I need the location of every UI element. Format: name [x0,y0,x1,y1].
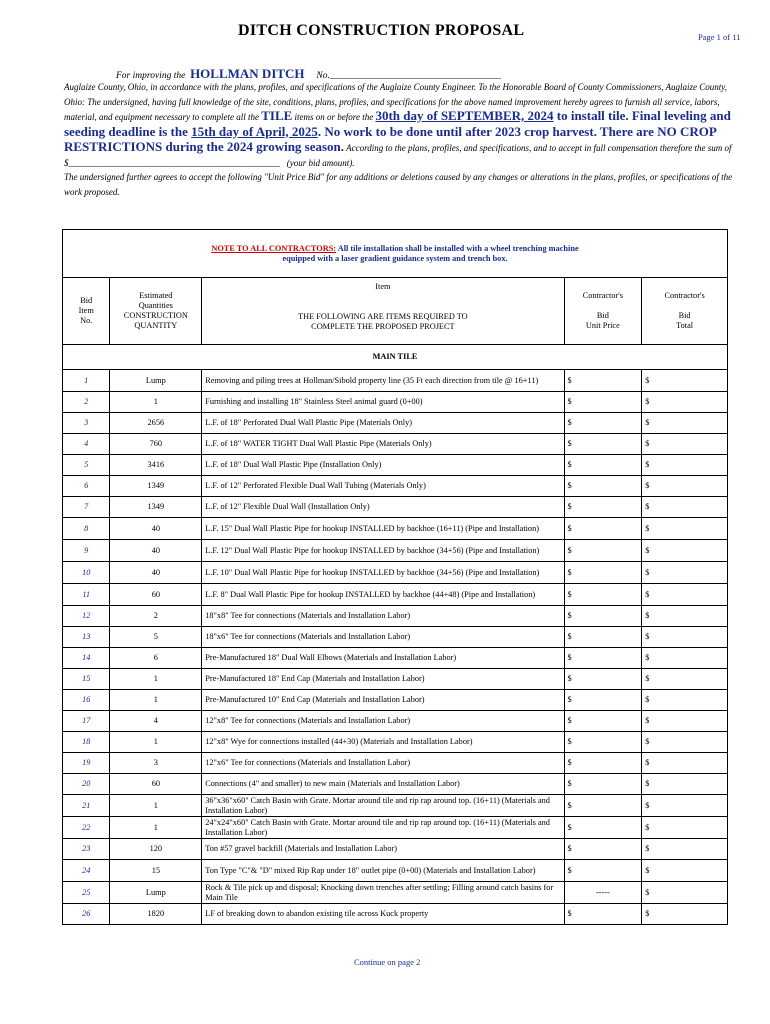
bid-item-number: 25 [63,882,110,904]
section-title: MAIN TILE [63,345,728,370]
bid-item-number: 7 [63,497,110,518]
total-cell[interactable]: $ [642,518,728,540]
table-row [63,648,728,669]
total-cell[interactable]: $ [642,882,728,904]
total-cell[interactable]: $ [642,455,728,476]
contractor-note-row [63,230,728,278]
bid-item-number: 21 [63,795,110,817]
quantity-cell: 1349 [110,476,202,497]
item-description: L.F. 8" Dual Wall Plastic Pipe for hookup INSTALLED by backhoe (44+48) (Pipe and Installation) [202,584,564,606]
total-cell[interactable]: $ [642,370,728,392]
total-cell[interactable]: $ [642,711,728,732]
total-cell[interactable]: $ [642,584,728,606]
unit-price-cell[interactable]: $ [564,839,642,860]
item-description: Pre-Manufactured 10" End Cap (Materials and Installation Labor) [202,690,564,711]
ditch-name: HOLLMAN DITCH [190,66,305,81]
header-bid-item: Bid Item No. [63,278,110,345]
total-cell[interactable]: $ [642,690,728,711]
table-row [63,732,728,753]
item-description: Connections (4" and smaller) to new main (Materials and Installation Labor) [202,774,564,795]
table-row [63,839,728,860]
note-label: NOTE TO ALL CONTRACTORS: [211,243,337,253]
table-row [63,774,728,795]
bid-item-number: 20 [63,774,110,795]
bid-item-number: 12 [63,606,110,627]
table-row [63,882,728,904]
bid-items [63,370,728,925]
unit-price-cell[interactable]: $ [564,648,642,669]
item-description: L.F. of 12" Perforated Flexible Dual Wall Tubing (Materials Only) [202,476,564,497]
table-row [63,413,728,434]
unit-price-cell[interactable]: $ [564,627,642,648]
table-row [63,584,728,606]
intro-text: Auglaize County, Ohio, in accordance with the plans, profiles, and specifications of the Auglaize County Engineer. To the Honorable Board of County Commissioners, Auglaize County, Ohio: The undersigned, having full knowledge of the site, conditions, plans, profiles, and specifications for the above named improvement hereby agrees to furnish all service, labors, material, and equipment necessary to complete all the [64,82,728,122]
quantity-cell: 1 [110,669,202,690]
bid-item-number: 24 [63,860,110,882]
unit-price-cell[interactable]: $ [564,753,642,774]
quantity-cell: 1 [110,392,202,413]
note-text-1: All tile installation shall be installed with a wheel trenching machine [336,243,579,253]
item-description: Ton Type "C"& "D" mixed Rip Rap under 18" outlet pipe (0+00) (Materials and Installation Labor) [202,860,564,882]
bid-item-number: 22 [63,817,110,839]
item-description: 24"x24"x60" Catch Basin with Grate. Mortar around tile and rip rap around top. (16+11) (Materials and Installation Labor) [202,817,564,839]
page-title: DITCH CONSTRUCTION PROPOSAL [238,22,525,39]
table-row [63,627,728,648]
item-description: 12"x8" Tee for connections (Materials and Installation Labor) [202,711,564,732]
bid-amount-label: (your bid amount). [286,157,355,168]
header-total: Contractor's Bid Total [642,278,728,345]
item-description: 12"x8" Wye for connections installed (44+30) (Materials and Installation Labor) [202,732,564,753]
table-row [63,690,728,711]
bid-item-number: 3 [63,413,110,434]
improving-prefix: For improving the [116,71,186,81]
total-cell[interactable]: $ [642,774,728,795]
bid-item-number: 18 [63,732,110,753]
bid-item-number: 11 [63,584,110,606]
deadline-seeding: 15th day of April, 2025 [191,123,318,139]
item-description: 36"x36"x60" Catch Basin with Grate. Mortar around tile and rip rap around top. (16+11) (Materials and Installation Labor) [202,795,564,817]
bid-item-number: 10 [63,562,110,584]
intro-paragraph [64,80,734,199]
quantity-cell: 60 [110,584,202,606]
quantity-cell: 1 [110,690,202,711]
table-row [63,434,728,455]
table-row [63,370,728,392]
quantity-cell: 40 [110,518,202,540]
total-cell[interactable]: $ [642,413,728,434]
bid-item-number: 16 [63,690,110,711]
quantity-cell: 1 [110,795,202,817]
bid-item-number: 9 [63,540,110,562]
quantity-cell: 760 [110,434,202,455]
quantity-cell: 5 [110,627,202,648]
quantity-cell: 15 [110,860,202,882]
table-row [63,904,728,925]
total-cell[interactable]: $ [642,627,728,648]
quantity-cell: 60 [110,774,202,795]
table-row [63,497,728,518]
header-item: Item THE FOLLOWING ARE ITEMS REQUIRED TO COMPLETE THE PROPOSED PROJECT [202,278,564,345]
unit-price-cell[interactable]: $ [564,690,642,711]
table-row [63,518,728,540]
table-row [63,476,728,497]
quantity-cell: 120 [110,839,202,860]
header-quantity: Estimated Quantities CONSTRUCTION QUANTITY [110,278,202,345]
item-description: Removing and piling trees at Hollman/Sibold property line (35 Ft each direction from tile @ 16+11) [202,370,564,392]
bid-item-number: 26 [63,904,110,925]
quantity-cell: 4 [110,711,202,732]
table-row [63,711,728,732]
quantity-cell: 40 [110,562,202,584]
items-on-text: items on or before the [294,112,374,122]
unit-price-cell[interactable]: $ [564,904,642,925]
total-cell[interactable]: $ [642,860,728,882]
unit-price-cell[interactable]: $ [564,476,642,497]
item-description: Pre-Manufactured 18" End Cap (Materials and Installation Labor) [202,669,564,690]
bid-item-number: 23 [63,839,110,860]
table-row [63,562,728,584]
unit-price-cell[interactable]: $ [564,540,642,562]
table-header [63,278,728,345]
unit-price-cell[interactable]: $ [564,434,642,455]
table-row [63,540,728,562]
total-cell[interactable]: $ [642,392,728,413]
total-cell[interactable]: $ [642,540,728,562]
quantity-cell: 1349 [110,497,202,518]
item-description: L.F. 10" Dual Wall Plastic Pipe for hookup INSTALLED by backhoe (34+56) (Pipe and Installation) [202,562,564,584]
total-cell[interactable]: $ [642,606,728,627]
item-description: L.F. of 18" Dual Wall Plastic Pipe (Installation Only) [202,455,564,476]
total-cell[interactable]: $ [642,434,728,455]
total-cell[interactable]: $ [642,562,728,584]
total-cell[interactable]: $ [642,795,728,817]
unit-price-paragraph: The undersigned further agrees to accept the following "Unit Price Bid" for any additions or deletions caused by any changes or alterations in the plans, profiles, or specifications of the work proposed. [64,172,733,197]
quantity-cell: 40 [110,540,202,562]
bid-item-number: 13 [63,627,110,648]
quantity-cell: 3 [110,753,202,774]
item-description: Pre-Manufactured 18" Dual Wall Elbows (Materials and Installation Labor) [202,648,564,669]
quantity-cell: 1 [110,817,202,839]
deadline-tile: 30th day of SEPTEMBER, 2024 [375,108,554,123]
quantity-cell: Lump [110,370,202,392]
item-description: L.F. 12" Dual Wall Plastic Pipe for hookup INSTALLED by backhoe (34+56) (Pipe and Installation) [202,540,564,562]
item-description: L.F. 15" Dual Wall Plastic Pipe for hookup INSTALLED by backhoe (16+11) (Pipe and Installation) [202,518,564,540]
section-row [63,345,728,370]
page-number: Page 1 of 11 [698,32,741,42]
total-cell[interactable]: $ [642,497,728,518]
continue-note: Continue on page 2 [354,957,421,967]
bid-item-number: 14 [63,648,110,669]
unit-price-cell[interactable]: $ [564,518,642,540]
table-row [63,392,728,413]
table-row [63,817,728,839]
bid-item-number: 19 [63,753,110,774]
table-row [63,606,728,627]
table-row [63,455,728,476]
item-description: L.F. of 12" Flexible Dual Wall (Installation Only) [202,497,564,518]
item-description: 18"x8" Tee for connections (Materials and Installation Labor) [202,606,564,627]
no-work-text: . No work to be done until after 2023 crop harvest. There are NO CROP RESTRICTIONS during the 2024 growing season. [64,123,717,154]
install-text: to install tile. Final leveling and seeding deadline is the [64,108,731,139]
number-label: No.____________________________________ [316,71,501,81]
unit-price-cell[interactable]: ----- [564,882,642,904]
quantity-cell: 2 [110,606,202,627]
table-row [63,753,728,774]
bid-item-number: 6 [63,476,110,497]
item-description: 12"x6" Tee for connections (Materials and Installation Labor) [202,753,564,774]
quantity-cell: 2656 [110,413,202,434]
unit-price-cell[interactable]: $ [564,413,642,434]
quantity-cell: 1820 [110,904,202,925]
total-cell[interactable]: $ [642,904,728,925]
tile-word: TILE [261,108,293,123]
total-cell[interactable]: $ [642,648,728,669]
quantity-cell: Lump [110,882,202,904]
bid-item-number: 4 [63,434,110,455]
note-text-2: equipped with a laser gradient guidance system and trench box. [282,253,508,263]
quantity-cell: 1 [110,732,202,753]
contractor-note [63,230,728,278]
total-cell[interactable]: $ [642,732,728,753]
total-cell[interactable]: $ [642,669,728,690]
bid-item-number: 2 [63,392,110,413]
unit-price-cell[interactable]: $ [564,370,642,392]
total-cell[interactable]: $ [642,476,728,497]
unit-price-cell[interactable]: $ [564,774,642,795]
bid-item-number: 17 [63,711,110,732]
table-row [63,669,728,690]
unit-price-cell[interactable]: $ [564,584,642,606]
unit-price-cell[interactable]: $ [564,860,642,882]
quantity-cell: 6 [110,648,202,669]
quantity-cell: 3416 [110,455,202,476]
unit-price-cell[interactable]: $ [564,669,642,690]
item-description: Ton #57 gravel backfill (Materials and Installation Labor) [202,839,564,860]
bid-table [62,229,728,925]
according-text: According to the plans, profiles, and specifications, and to accept in full compensation therefore the sum of [346,143,732,153]
unit-price-cell[interactable]: $ [564,795,642,817]
bid-amount-line[interactable]: $_______________________________________________ [64,157,280,168]
total-cell[interactable]: $ [642,839,728,860]
bid-item-number: 8 [63,518,110,540]
unit-price-cell[interactable]: $ [564,562,642,584]
bid-item-number: 1 [63,370,110,392]
item-description: Furnishing and installing 18" Stainless Steel animal guard (0+00) [202,392,564,413]
table-row [63,795,728,817]
bid-item-number: 15 [63,669,110,690]
unit-price-cell[interactable]: $ [564,497,642,518]
item-description: LF of breaking down to abandon existing tile across Kuck property [202,904,564,925]
total-cell[interactable]: $ [642,817,728,839]
unit-price-cell[interactable]: $ [564,455,642,476]
table-row [63,860,728,882]
unit-price-cell[interactable]: $ [564,392,642,413]
unit-price-cell[interactable]: $ [564,606,642,627]
item-description: L.F. of 18" Perforated Dual Wall Plastic Pipe (Materials Only) [202,413,564,434]
bid-item-number: 5 [63,455,110,476]
unit-price-cell[interactable]: $ [564,817,642,839]
item-description: Rock & Tile pick up and disposal; Knocking down trenches after settling; Filling around catch basins for Main Tile [202,882,564,904]
unit-price-cell[interactable]: $ [564,711,642,732]
total-cell[interactable]: $ [642,753,728,774]
item-description: L.F. of 18" WATER TIGHT Dual Wall Plastic Pipe (Materials Only) [202,434,564,455]
header-unit-price: Contractor's Bid Unit Price [564,278,642,345]
unit-price-cell[interactable]: $ [564,732,642,753]
item-description: 18"x6" Tee for connections (Materials and Installation Labor) [202,627,564,648]
